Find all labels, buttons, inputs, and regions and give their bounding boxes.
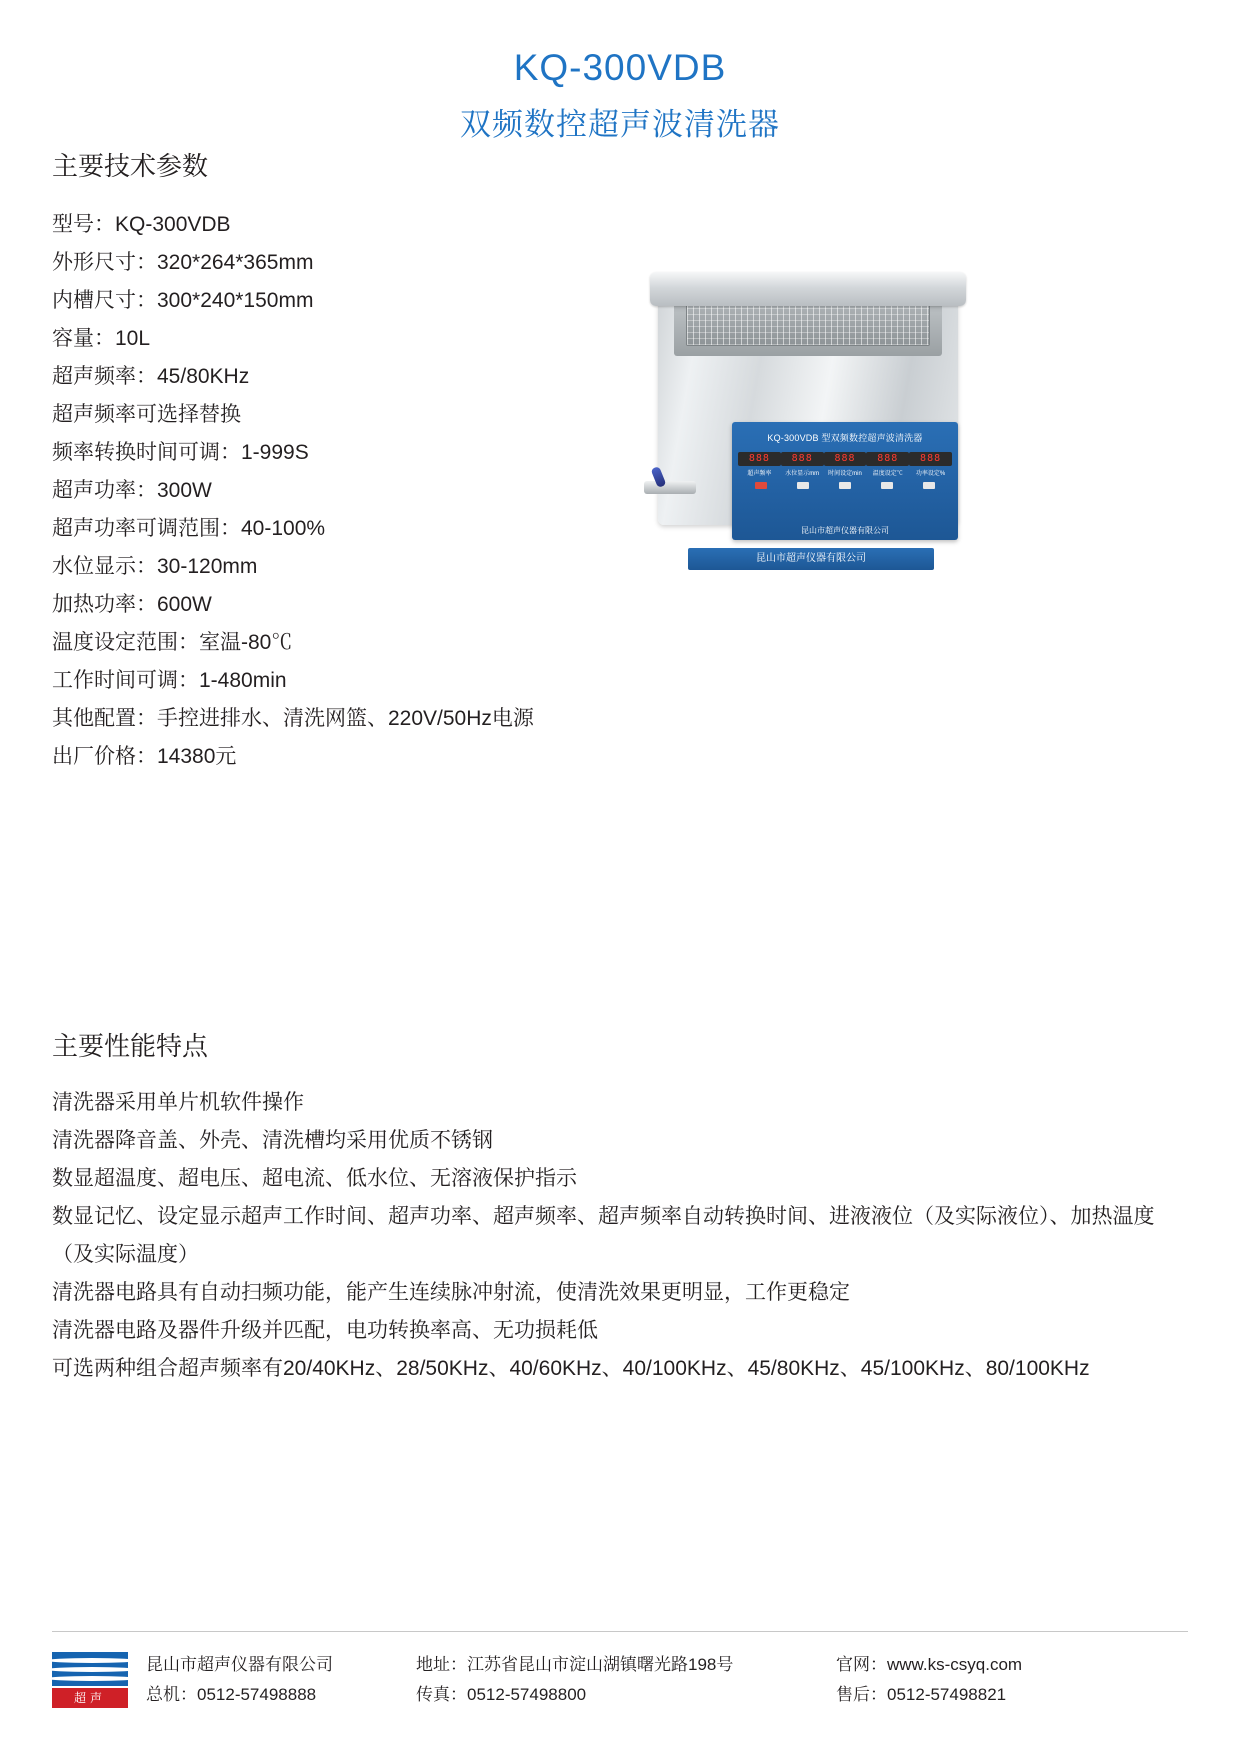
panel-key bbox=[923, 482, 935, 489]
display-value: 888 bbox=[824, 452, 867, 466]
front-brand-strip: 昆山市超声仪器有限公司 bbox=[688, 548, 934, 570]
display-label: 水位显示mm bbox=[785, 471, 820, 477]
cleaner-rim bbox=[650, 272, 966, 306]
spec-item: 水位显示：30-120mm bbox=[52, 554, 258, 578]
spec-item: 内槽尺寸：300*240*150mm bbox=[52, 288, 314, 312]
model-title: KQ-300VDB bbox=[513, 47, 727, 88]
spec-item: 容量：10L bbox=[52, 326, 151, 350]
footer-contact-column bbox=[836, 1650, 1106, 1710]
footer-company-column bbox=[146, 1650, 416, 1710]
display-cell bbox=[909, 452, 952, 477]
footer-aftersales: 售后：0512-57498821 bbox=[836, 1685, 1007, 1704]
spec-item: 加热功率：600W bbox=[52, 592, 212, 616]
spec-item: 频率转换时间可调：1-999S bbox=[52, 440, 309, 464]
spec-item: 超声频率可选择替换 bbox=[52, 402, 241, 426]
panel-key bbox=[755, 482, 767, 489]
panel-key-row bbox=[732, 482, 958, 489]
display-cell bbox=[824, 452, 867, 477]
footer-address: 地址：江苏省昆山市淀山湖镇曙光路198号 bbox=[416, 1655, 734, 1674]
specifications-list bbox=[52, 206, 692, 776]
display-value: 888 bbox=[781, 452, 824, 466]
specifications-section bbox=[52, 150, 692, 776]
footer-address-column bbox=[416, 1650, 836, 1710]
panel-title: KQ-300VDB 型双频数控超声波清洗器 bbox=[767, 433, 923, 443]
spec-item: 出厂价格：14380元 bbox=[52, 744, 237, 768]
product-name-title: 双频数控超声波清洗器 bbox=[460, 107, 780, 143]
display-cell bbox=[866, 452, 909, 477]
control-panel bbox=[732, 422, 958, 540]
display-label: 超声频率 bbox=[747, 471, 772, 477]
valve-pipe bbox=[644, 481, 696, 494]
title-block bbox=[0, 0, 1240, 144]
feature-item: 清洗器电路及器件升级并匹配，电功转换率高、无功损耗低 bbox=[52, 1318, 598, 1342]
specifications-heading: 主要技术参数 bbox=[52, 151, 209, 181]
spec-item: 型号：KQ-300VDB bbox=[52, 212, 231, 236]
display-cell bbox=[781, 452, 824, 477]
display-label: 功率设定% bbox=[915, 471, 946, 477]
panel-key bbox=[797, 482, 809, 489]
display-label: 温度设定℃ bbox=[872, 471, 903, 477]
page-footer bbox=[0, 1631, 1240, 1710]
features-heading: 主要性能特点 bbox=[52, 1031, 209, 1061]
spec-item: 其他配置：手控进排水、清洗网篮、220V/50Hz电源 bbox=[52, 706, 534, 730]
footer-divider bbox=[52, 1631, 1188, 1632]
logo-text: 超声 bbox=[52, 1688, 128, 1708]
spec-item: 超声功率：300W bbox=[52, 478, 212, 502]
panel-key bbox=[839, 482, 851, 489]
display-value: 888 bbox=[866, 452, 909, 466]
logo-wave-mark bbox=[52, 1652, 128, 1686]
footer-fax: 传真：0512-57498800 bbox=[416, 1685, 587, 1704]
spec-item: 超声频率：45/80KHz bbox=[52, 364, 250, 388]
panel-key bbox=[881, 482, 893, 489]
feature-item: 数显超温度、超电压、超电流、低水位、无溶液保护指示 bbox=[52, 1166, 577, 1190]
footer-website[interactable]: 官网：www.ks-csyq.com bbox=[836, 1655, 1023, 1674]
company-logo bbox=[52, 1652, 128, 1708]
footer-columns bbox=[146, 1650, 1188, 1710]
product-photo bbox=[628, 252, 988, 592]
feature-item: 清洗器降音盖、外壳、清洗槽均采用优质不锈钢 bbox=[52, 1128, 493, 1152]
spec-item: 工作时间可调：1-480min bbox=[52, 668, 287, 692]
footer-switchboard: 总机：0512-57498888 bbox=[146, 1685, 317, 1704]
panel-brand-text: 昆山市超声仪器有限公司 bbox=[801, 526, 889, 535]
feature-item: 清洗器电路具有自动扫频功能，能产生连续脉冲射流，使清洗效果更明显，工作更稳定 bbox=[52, 1280, 850, 1304]
feature-item: 数显记忆、设定显示超声工作时间、超声功率、超声频率、超声频率自动转换时间、进液液位（及实际液位）、加热温度（及实际温度） bbox=[52, 1204, 1155, 1266]
spec-item: 外形尺寸：320*264*365mm bbox=[52, 250, 314, 274]
feature-item: 可选两种组合超声频率有20/40KHz、28/50KHz、40/60KHz、40/100KHz、45/80KHz、45/100KHz、80/100KHz bbox=[52, 1356, 1090, 1380]
display-value: 888 bbox=[738, 452, 781, 466]
features-section bbox=[52, 1030, 1192, 1388]
display-value: 888 bbox=[909, 452, 952, 466]
drain-valve bbox=[634, 467, 694, 501]
panel-display-group bbox=[732, 452, 958, 477]
features-list bbox=[52, 1084, 1192, 1388]
spec-item: 超声功率可调范围：40-100% bbox=[52, 516, 326, 540]
feature-item: 清洗器采用单片机软件操作 bbox=[52, 1090, 304, 1114]
footer-content bbox=[52, 1650, 1188, 1710]
footer-company-name: 昆山市超声仪器有限公司 bbox=[146, 1655, 333, 1674]
spec-item: 温度设定范围：室温-80℃ bbox=[52, 630, 293, 654]
display-cell bbox=[738, 452, 781, 477]
display-label: 时间设定min bbox=[828, 471, 862, 477]
